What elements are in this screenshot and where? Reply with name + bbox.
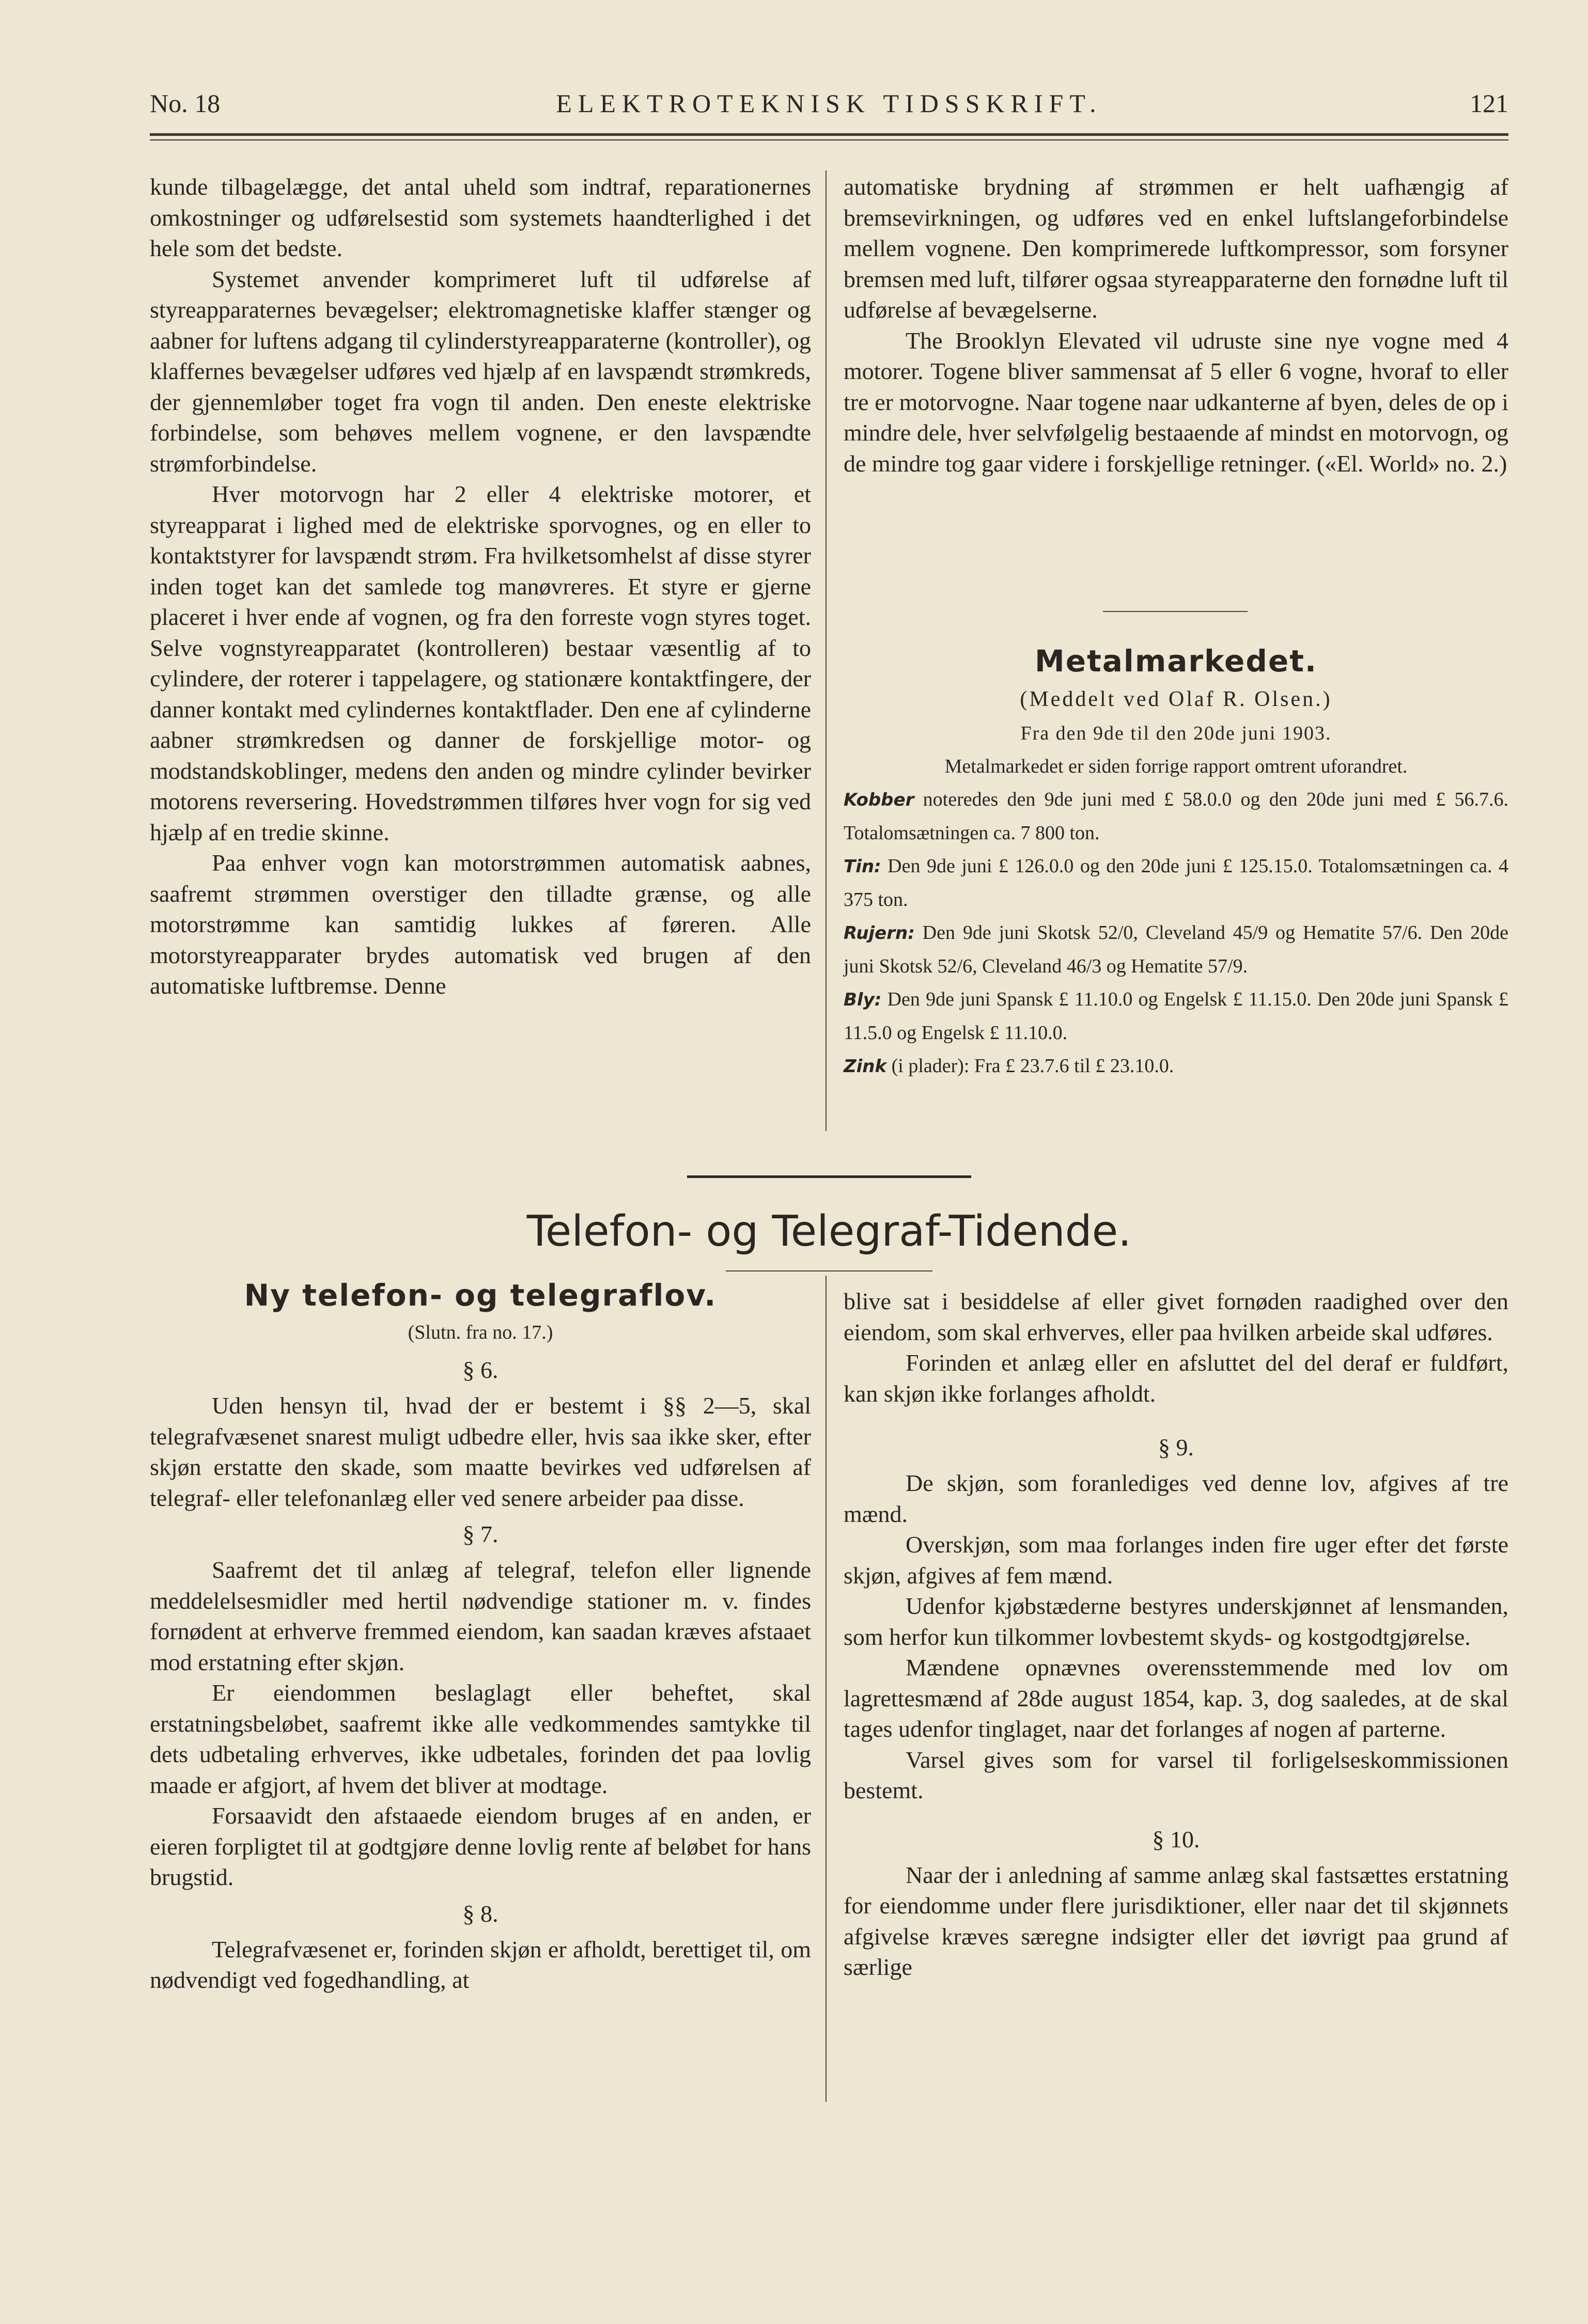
- metal-market-intro: Metalmarkedet er siden forrige rapport omtrent uforandret.: [944, 756, 1408, 777]
- paragraph: De skjøn, som foranlediges ved denne lov, afgives af tre mænd.: [844, 1470, 1508, 1527]
- paragraph: Varsel gives som for varsel til forligelseskommissionen bestemt.: [844, 1746, 1508, 1803]
- metal-entry-tin: [844, 850, 1508, 916]
- metal-text: Den 9de juni Spansk £ 11.10.0 og Engelsk £ 11.15.0. Den 20de juni Spansk £ 11.5.0 og Engelsk £ 11.10.0.: [844, 988, 1508, 1044]
- metal-name: Zink: [844, 1056, 887, 1077]
- issue-number: No. 18: [150, 89, 221, 118]
- column-divider: [826, 1276, 827, 2102]
- metal-market-report: [844, 640, 1508, 1083]
- top-right-column: [844, 171, 1508, 479]
- paragraph: Systemet anvender komprimeret luft til udførelse af styreapparaternes bevægelser; elektromagnetiske klaffer stænger og aabner for luftens adgang til cylinderstyreapparaterne (kontroller), og klaffernes bevægelser udføres ved hjælp af en lavspændt strømkreds, der gjennemløber toget fra vogn til anden. Den eneste elektriske forbindelse, som behøves mellem vognene, er den lavspændte strømforbindelse.: [150, 265, 811, 477]
- section-number: § 6.: [462, 1357, 499, 1383]
- metal-text: Den 9de juni Skotsk 52/0, Cleveland 45/9 og Hematite 57/6. Den 20de juni Skotsk 52/6, Cleveland 46/3 og Hematite 57/9.: [844, 922, 1508, 977]
- paragraph: kunde tilbagelægge, det antal uheld som indtraf, reparationernes omkostninger og udførelsestid som systemets haandterlighed i det hele som det bedste.: [150, 174, 811, 261]
- paragraph: Overskjøn, som maa forlanges inden fire uger efter det første skjøn, afgives af fem mænd.: [844, 1531, 1508, 1589]
- metal-market-title: Metalmarkedet.: [1035, 643, 1317, 679]
- metal-name: Kobber: [844, 790, 914, 810]
- metal-entry-bly: [844, 983, 1508, 1049]
- section-number: § 9.: [1158, 1434, 1194, 1461]
- metal-market-dates: Fra den 9de til den 20de juni 1903.: [1020, 723, 1332, 744]
- metal-name: Tin:: [844, 856, 881, 877]
- section-rule: [687, 1175, 971, 1178]
- section-title: Telefon- og Telegraf-Tidende.: [526, 1207, 1132, 1256]
- paragraph: Udenfor kjøbstæderne bestyres underskjønnet af lensmanden, som herfor kun tilkommer lovbestemt skyds- og kostgodtgjørelse.: [844, 1593, 1508, 1650]
- separator-rule: [1103, 611, 1248, 612]
- top-left-column: [150, 171, 811, 1001]
- metal-text: (i plader): Fra £ 23.7.6 til £ 23.10.0.: [886, 1055, 1174, 1077]
- paragraph: The Brooklyn Elevated vil udruste sine nye vogne med 4 motorer. Togene bliver sammensat af 5 eller 6 vogne, hvoraf to eller tre er motorvogne. Naar togene naar udkanterne af byen, deles de op i mindre dele, hver selvfølgelig bestaaende af mindst en motorvogn, og de mindre tog gaar videre i forskjellige retninger. («El. World» no. 2.): [844, 327, 1508, 477]
- paragraph: Forsaavidt den afstaaede eiendom bruges af en anden, er eieren forpligtet til at godtgjøre denne lovlig rente af beløbet for hans brugstid.: [150, 1802, 811, 1890]
- header-rule-thin: [150, 139, 1508, 140]
- journal-title: ELEKTROTEKNISK TIDSSKRIFT.: [556, 89, 1102, 118]
- column-divider: [826, 170, 827, 1131]
- bottom-right-column: [844, 1286, 1508, 1983]
- metal-name: Rujern:: [844, 923, 915, 944]
- paragraph: blive sat i besiddelse af eller givet fornøden raadighed over den eiendom, som skal erhverves, eller paa hvilken arbeide skal udføres.: [844, 1288, 1508, 1345]
- bottom-left-column: [150, 1275, 811, 1996]
- header-rule-thick: [150, 133, 1508, 136]
- metal-entry-rujern: [844, 916, 1508, 983]
- paragraph: Paa enhver vogn kan motorstrømmen automatisk aabnes, saafremt strømmen overstiger den tilladte grænse, og alle motorstrømme kan samtidig lukkes af føreren. Alle motorstyreapparater brydes automatisk ved brugen af den automatiske luftbremse. Denne: [150, 850, 811, 999]
- metal-text: Den 9de juni £ 126.0.0 og den 20de juni £ 125.15.0. Totalomsætningen ca. 4 375 ton.: [844, 855, 1508, 910]
- running-header: [150, 85, 1508, 121]
- metal-name: Bly:: [844, 990, 882, 1010]
- metal-entry-kobber: [844, 783, 1508, 850]
- section-number: § 10.: [1152, 1826, 1200, 1852]
- paragraph: Uden hensyn til, hvad der er bestemt i §§ 2—5, skal telegrafvæsenet snarest muligt udbedre eller, hvis saa ikke sker, efter skjøn erstatte den skade, som maatte bevirkes ved udførelsen af telegraf- eller telefonanlæg eller ved senere arbeider paa disse.: [150, 1392, 811, 1511]
- page-number: 121: [1470, 89, 1508, 118]
- metal-market-byline: (Meddelt ved Olaf R. Olsen.): [1020, 687, 1332, 711]
- paragraph: Saafremt det til anlæg af telegraf, telefon eller lignende meddelelsesmidler med hertil nødvendige stationer m. v. findes fornødent at erhverve fremmed eiendom, kan saadan kræves afstaaet mod erstatning efter skjøn.: [150, 1557, 811, 1675]
- article-title: Ny telefon- og telegraflov.: [244, 1278, 717, 1313]
- paragraph: Naar der i anledning af samme anlæg skal fastsættes erstatning for eiendomme under flere jurisdiktioner, eller naar det til skjønnets afgivelse kræves særegne indsigter eller det iøvrigt paa grund af særlige: [844, 1861, 1508, 1980]
- paragraph: automatiske brydning af strømmen er helt uafhængig af bremsevirkningen, og udføres ved en enkel luftslangeforbindelse mellem vognene. Den komprimerede luftkompressor, som forsyner bremsen med luft, tilfører ogsaa styreapparaterne den fornødne luft til udførelse af bevægelserne.: [844, 174, 1508, 323]
- section-underline: [726, 1270, 932, 1271]
- section-number: § 7.: [462, 1521, 499, 1547]
- paragraph: Mændene opnævnes overensstemmende med lov om lagrettesmænd af 28de august 1854, kap. 3, dog saaledes, at de skal tages udenfor tinglaget, naar det forlanges af nogen af parterne.: [844, 1654, 1508, 1742]
- paragraph: Er eiendommen beslaglagt eller beheftet, skal erstatningsbeløbet, saafremt ikke alle vedkommendes samtykke til dets udbetaling erhverves, ikke udbetales, forinden det paa lovlig maade er afgjort, af hvem det bliver at modtage.: [150, 1679, 811, 1798]
- metal-entry-zink: [844, 1049, 1508, 1083]
- paragraph: Telegrafvæsenet er, forinden skjøn er afholdt, berettiget til, om nødvendigt ved fogedhandling, at: [150, 1936, 811, 1993]
- paragraph: Forinden et anlæg eller en afsluttet del del deraf er fuldført, kan skjøn ikke forlanges afholdt.: [844, 1349, 1508, 1407]
- article-subtitle: (Slutn. fra no. 17.): [408, 1322, 553, 1343]
- paragraph: Hver motorvogn har 2 eller 4 elektriske motorer, et styreapparat i lighed med de elektriske sporvognes, og en eller to kontaktstyrer for lavspændt strøm. Fra hvilketsomhelst af disse styrer inden toget kan det samlede tog manøvreres. Et styre er gjerne placeret i hver ende af vognen, og fra den forreste vogn styres toget. Selve vognstyreapparatet (kontrolleren) bestaar væsentlig af to cylindere, der roterer i tappelagere, og stationære kontaktfingere, der danner kontakt med cylindernes kontaktflader. Den ene af cylinderne aabner strømkredsen og danner de forskjellige motor- og modstandskoblinger, medens den anden og mindre cylinder bevirker motorens reversering. Hovedstrømmen tilføres hver vogn for sig ved hjælp af en tredie skinne.: [150, 481, 811, 845]
- metal-text: noteredes den 9de juni med £ 58.0.0 og den 20de juni med £ 56.7.6. Totalomsætningen ca. 7 800 ton.: [844, 789, 1508, 844]
- section-number: § 8.: [462, 1900, 499, 1927]
